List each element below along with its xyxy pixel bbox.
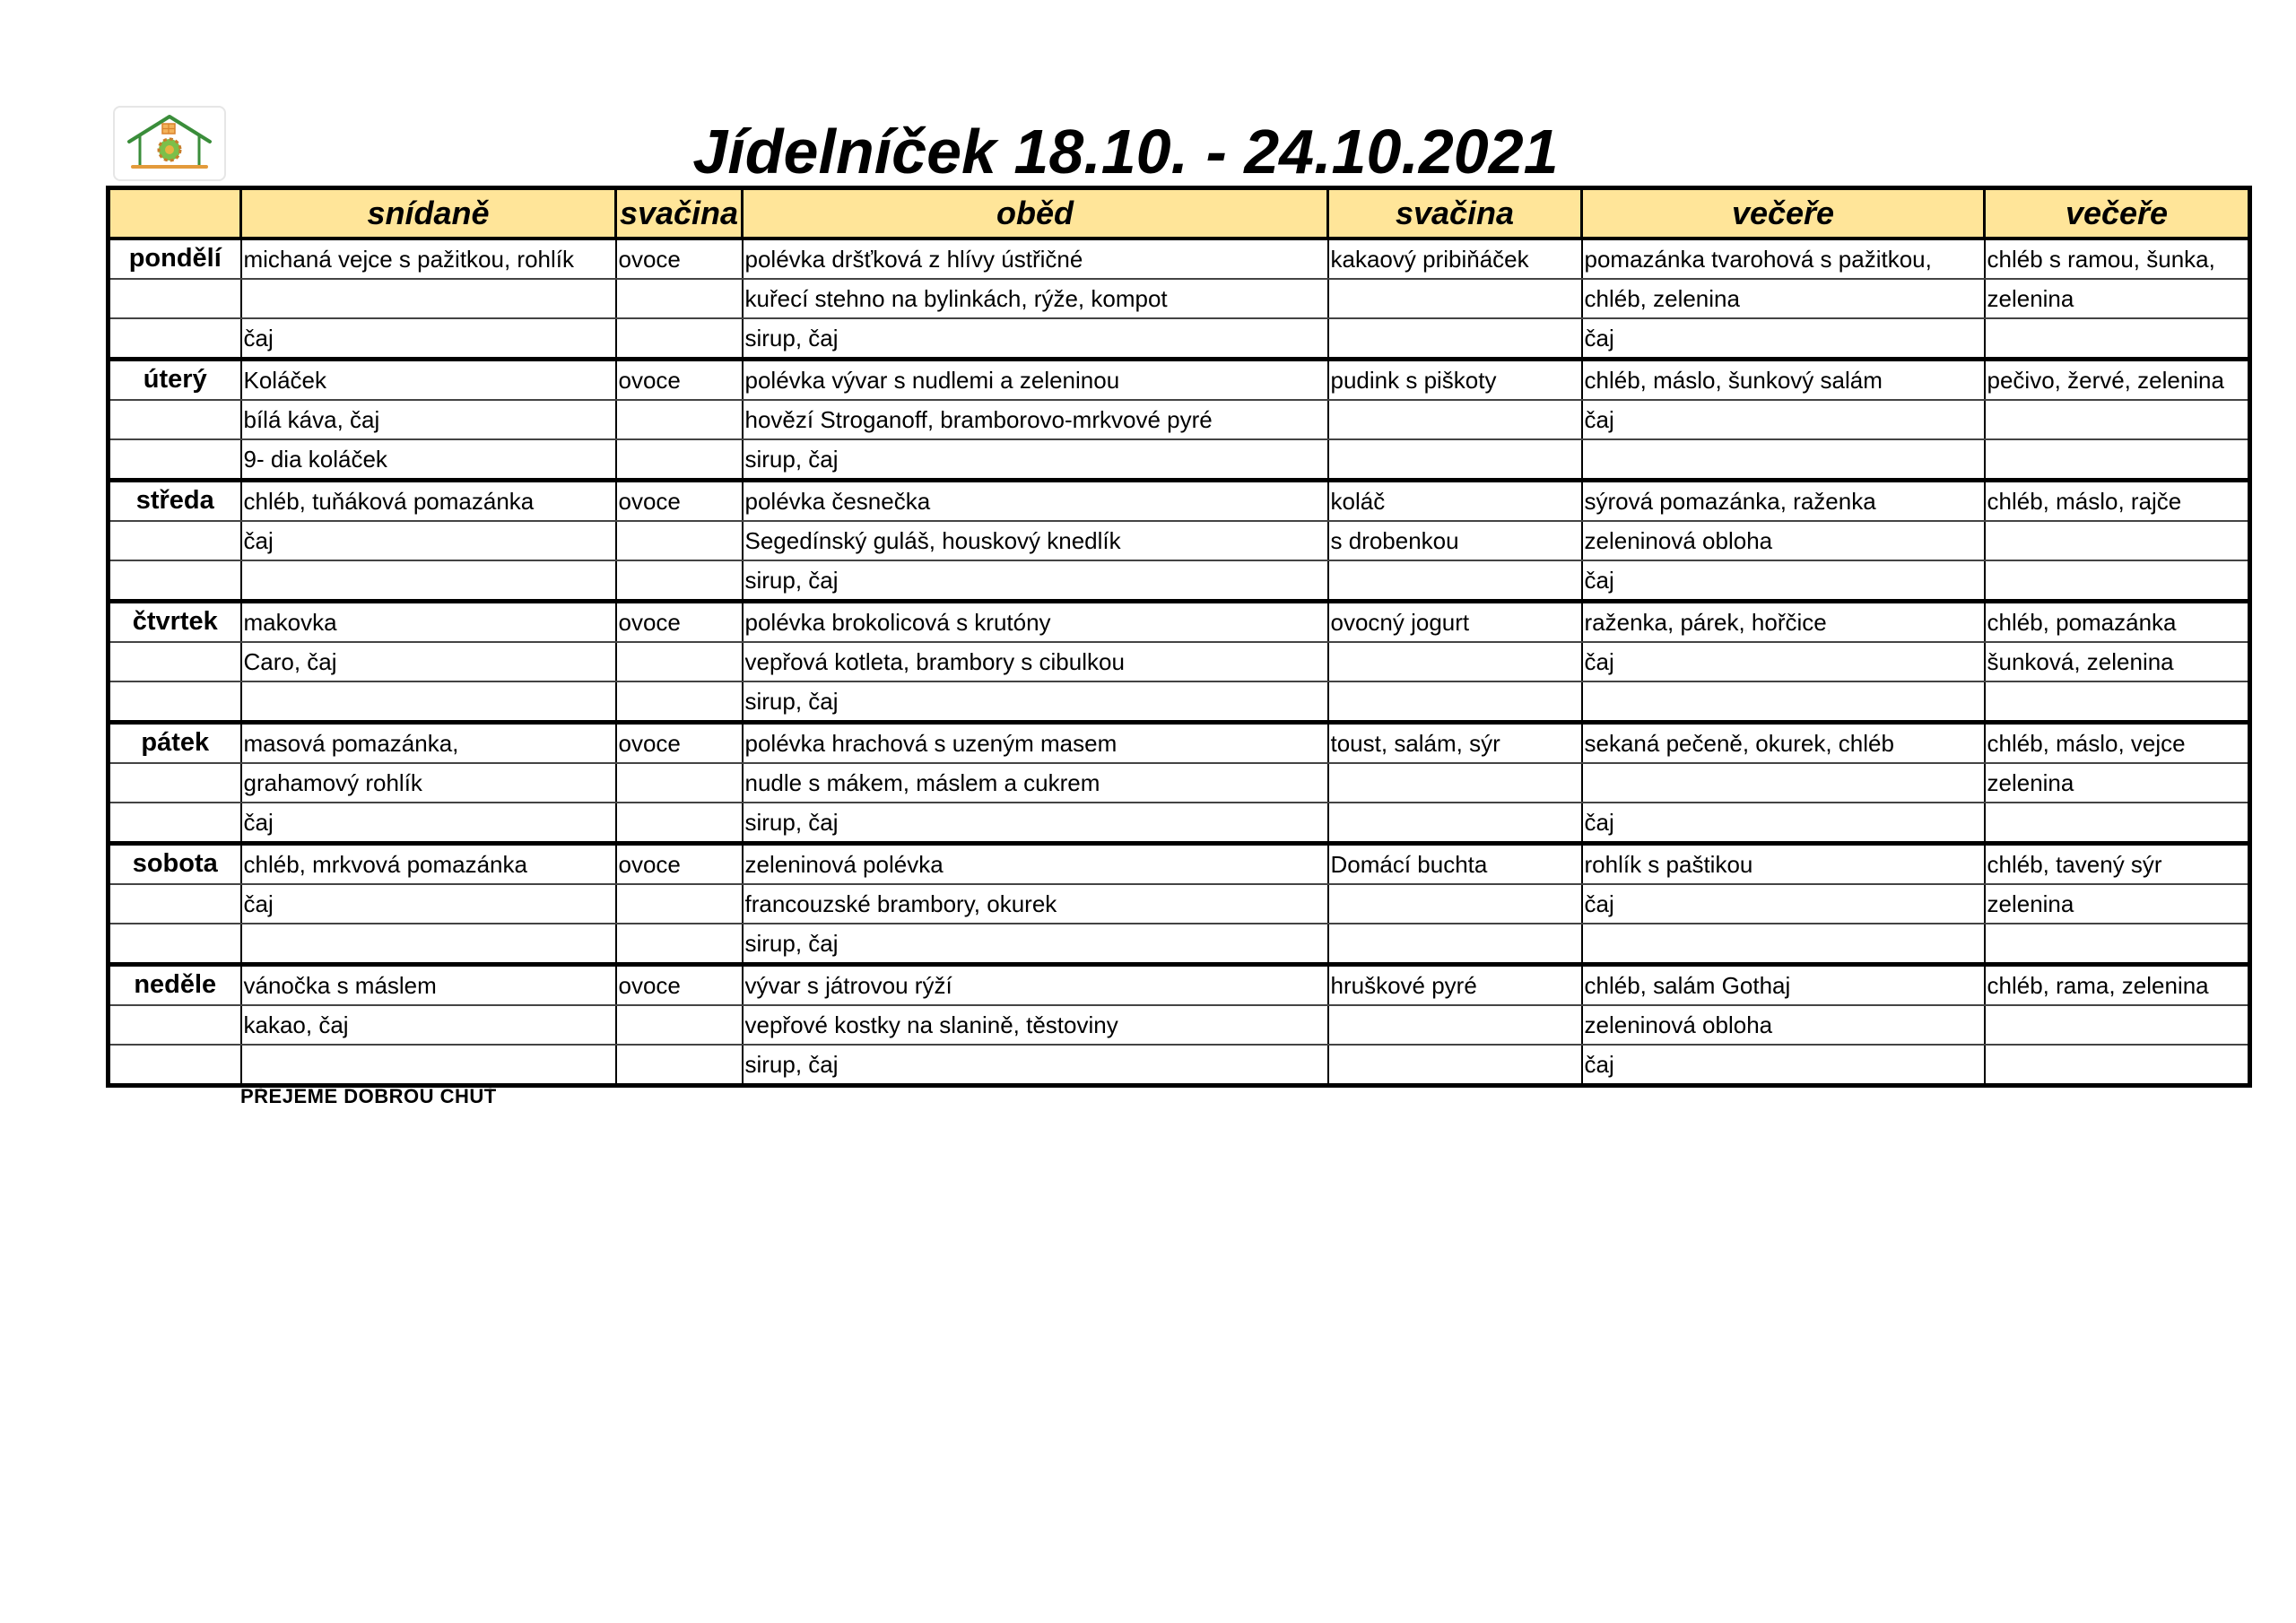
dinner-cell: sekaná pečeně, okurek, chléb	[1582, 723, 1985, 764]
table-row	[109, 318, 2250, 360]
dinner-cell: čaj	[1582, 318, 1985, 360]
lunch-cell: zeleninová polévka	[743, 844, 1328, 885]
table-row	[109, 924, 2250, 965]
day-name: sobota	[109, 844, 241, 885]
breakfast-cell: bílá káva, čaj	[241, 400, 616, 439]
dinner-cell: čaj	[1582, 400, 1985, 439]
second-dinner-cell	[1985, 1005, 2250, 1045]
day-name: neděle	[109, 965, 241, 1006]
second-dinner-cell	[1985, 681, 2250, 723]
day-name-empty	[109, 1045, 241, 1086]
snack-afternoon-cell: ovocný jogurt	[1328, 602, 1582, 643]
breakfast-cell: Caro, čaj	[241, 642, 616, 681]
dinner-cell: zeleninová obloha	[1582, 521, 1985, 560]
breakfast-cell	[241, 560, 616, 602]
snack-afternoon-cell	[1328, 400, 1582, 439]
lunch-cell: sirup, čaj	[743, 924, 1328, 965]
dinner-cell: pomazánka tvarohová s pažitkou,	[1582, 239, 1985, 279]
table-row	[109, 360, 2250, 401]
snack-morning-cell	[616, 439, 743, 481]
table-row	[109, 884, 2250, 924]
day-name-empty	[109, 279, 241, 318]
snack-morning-cell	[616, 521, 743, 560]
breakfast-cell: kakao, čaj	[241, 1005, 616, 1045]
snack-morning-cell: ovoce	[616, 844, 743, 885]
table-row	[109, 1005, 2250, 1045]
day-name-empty	[109, 884, 241, 924]
lunch-cell: sirup, čaj	[743, 318, 1328, 360]
second-dinner-cell	[1985, 439, 2250, 481]
dinner-cell: čaj	[1582, 803, 1985, 844]
second-dinner-cell	[1985, 803, 2250, 844]
second-dinner-cell: chléb s ramou, šunka,	[1985, 239, 2250, 279]
snack-afternoon-cell	[1328, 1045, 1582, 1086]
table-row	[109, 239, 2250, 279]
dinner-cell: čaj	[1582, 1045, 1985, 1086]
snack-morning-cell	[616, 318, 743, 360]
day-name: úterý	[109, 360, 241, 401]
snack-afternoon-cell: hruškové pyré	[1328, 965, 1582, 1006]
snack-morning-cell	[616, 560, 743, 602]
breakfast-cell	[241, 279, 616, 318]
day-name: středa	[109, 481, 241, 522]
snack-afternoon-cell	[1328, 318, 1582, 360]
breakfast-cell	[241, 681, 616, 723]
snack-afternoon-cell	[1328, 279, 1582, 318]
second-dinner-cell: chléb, pomazánka	[1985, 602, 2250, 643]
dinner-cell	[1582, 924, 1985, 965]
snack-morning-cell: ovoce	[616, 481, 743, 522]
snack-morning-cell: ovoce	[616, 965, 743, 1006]
breakfast-cell: makovka	[241, 602, 616, 643]
lunch-cell: sirup, čaj	[743, 681, 1328, 723]
snack-afternoon-cell: koláč	[1328, 481, 1582, 522]
lunch-cell: sirup, čaj	[743, 803, 1328, 844]
lunch-cell: vepřové kostky na slanině, těstoviny	[743, 1005, 1328, 1045]
snack-afternoon-cell	[1328, 763, 1582, 803]
table-row	[109, 844, 2250, 885]
day-name-empty	[109, 803, 241, 844]
day-name-empty	[109, 681, 241, 723]
dinner-cell: čaj	[1582, 884, 1985, 924]
lunch-cell: polévka vývar s nudlemi a zeleninou	[743, 360, 1328, 401]
snack-morning-cell	[616, 681, 743, 723]
snack-morning-cell: ovoce	[616, 239, 743, 279]
snack-afternoon-cell	[1328, 439, 1582, 481]
snack-morning-cell	[616, 642, 743, 681]
lunch-cell: polévka česnečka	[743, 481, 1328, 522]
lunch-cell: polévka dršťková z hlívy ústřičné	[743, 239, 1328, 279]
header-snack-morning: svačina	[616, 188, 743, 239]
snack-afternoon-cell	[1328, 803, 1582, 844]
header-second-dinner: večeře	[1985, 188, 2250, 239]
day-name-empty	[109, 400, 241, 439]
lunch-cell: vepřová kotleta, brambory s cibulkou	[743, 642, 1328, 681]
table-row	[109, 642, 2250, 681]
lunch-cell: kuřecí stehno na bylinkách, rýže, kompot	[743, 279, 1328, 318]
lunch-cell: francouzské brambory, okurek	[743, 884, 1328, 924]
lunch-cell: polévka hrachová s uzeným masem	[743, 723, 1328, 764]
header-dinner: večeře	[1582, 188, 1985, 239]
breakfast-cell: chléb, tuňáková pomazánka	[241, 481, 616, 522]
table-row	[109, 723, 2250, 764]
snack-afternoon-cell	[1328, 642, 1582, 681]
table-row	[109, 602, 2250, 643]
snack-morning-cell	[616, 763, 743, 803]
footer-note: PŘEJEME DOBROU CHUŤ	[240, 1085, 497, 1107]
table-row	[109, 560, 2250, 602]
breakfast-cell: masová pomazánka,	[241, 723, 616, 764]
snack-afternoon-cell	[1328, 884, 1582, 924]
breakfast-cell: vánočka s máslem	[241, 965, 616, 1006]
dinner-cell	[1582, 439, 1985, 481]
menu-body	[109, 239, 2250, 1086]
second-dinner-cell: chléb, máslo, rajče	[1985, 481, 2250, 522]
snack-afternoon-cell	[1328, 924, 1582, 965]
menu-table	[106, 186, 2252, 1088]
lunch-cell: sirup, čaj	[743, 560, 1328, 602]
second-dinner-cell: zelenina	[1985, 279, 2250, 318]
dinner-cell: rohlík s paštikou	[1582, 844, 1985, 885]
table-row	[109, 400, 2250, 439]
header-lunch: oběd	[743, 188, 1328, 239]
breakfast-cell: grahamový rohlík	[241, 763, 616, 803]
dinner-cell: chléb, salám Gothaj	[1582, 965, 1985, 1006]
dinner-cell: čaj	[1582, 560, 1985, 602]
day-name: pátek	[109, 723, 241, 764]
snack-afternoon-cell: toust, salám, sýr	[1328, 723, 1582, 764]
snack-afternoon-cell: s drobenkou	[1328, 521, 1582, 560]
dinner-cell	[1582, 681, 1985, 723]
breakfast-cell	[241, 1045, 616, 1086]
lunch-cell: sirup, čaj	[743, 1045, 1328, 1086]
breakfast-cell: čaj	[241, 803, 616, 844]
breakfast-cell: čaj	[241, 318, 616, 360]
day-name-empty	[109, 763, 241, 803]
breakfast-cell: chléb, mrkvová pomazánka	[241, 844, 616, 885]
table-row	[109, 681, 2250, 723]
header-row	[109, 188, 2250, 239]
second-dinner-cell: chléb, máslo, vejce	[1985, 723, 2250, 764]
dinner-cell: chléb, máslo, šunkový salám	[1582, 360, 1985, 401]
snack-afternoon-cell	[1328, 1005, 1582, 1045]
snack-morning-cell	[616, 803, 743, 844]
day-name-empty	[109, 439, 241, 481]
table-row	[109, 439, 2250, 481]
dinner-cell: sýrová pomazánka, raženka	[1582, 481, 1985, 522]
snack-morning-cell	[616, 400, 743, 439]
dinner-cell: zeleninová obloha	[1582, 1005, 1985, 1045]
snack-morning-cell	[616, 279, 743, 318]
second-dinner-cell: šunková, zelenina	[1985, 642, 2250, 681]
snack-morning-cell	[616, 1005, 743, 1045]
second-dinner-cell: chléb, tavený sýr	[1985, 844, 2250, 885]
breakfast-cell: čaj	[241, 884, 616, 924]
second-dinner-cell: pečivo, žervé, zelenina	[1985, 360, 2250, 401]
table-row	[109, 279, 2250, 318]
snack-morning-cell: ovoce	[616, 602, 743, 643]
table-row	[109, 1045, 2250, 1086]
second-dinner-cell: zelenina	[1985, 763, 2250, 803]
day-name-empty	[109, 924, 241, 965]
header-snack-afternoon: svačina	[1328, 188, 1582, 239]
breakfast-cell: Koláček	[241, 360, 616, 401]
lunch-cell: polévka brokolicová s krutóny	[743, 602, 1328, 643]
day-name-empty	[109, 1005, 241, 1045]
lunch-cell: Segedínský guláš, houskový knedlík	[743, 521, 1328, 560]
second-dinner-cell: zelenina	[1985, 884, 2250, 924]
dinner-cell: čaj	[1582, 642, 1985, 681]
page-title: Jídelníček 18.10. - 24.10.2021	[692, 117, 1559, 187]
second-dinner-cell	[1985, 1045, 2250, 1086]
table-row	[109, 763, 2250, 803]
day-name-empty	[109, 560, 241, 602]
second-dinner-cell	[1985, 400, 2250, 439]
dinner-cell: chléb, zelenina	[1582, 279, 1985, 318]
snack-afternoon-cell	[1328, 681, 1582, 723]
snack-morning-cell	[616, 884, 743, 924]
table-row	[109, 965, 2250, 1006]
table-row	[109, 481, 2250, 522]
snack-morning-cell: ovoce	[616, 723, 743, 764]
table-row	[109, 521, 2250, 560]
header-breakfast: snídaně	[241, 188, 616, 239]
snack-afternoon-cell: Domácí buchta	[1328, 844, 1582, 885]
second-dinner-cell	[1985, 924, 2250, 965]
lunch-cell: nudle s mákem, máslem a cukrem	[743, 763, 1328, 803]
day-name-empty	[109, 642, 241, 681]
day-name-empty	[109, 521, 241, 560]
snack-afternoon-cell: kakaový pribiňáček	[1328, 239, 1582, 279]
breakfast-cell: michaná vejce s pažitkou, rohlík	[241, 239, 616, 279]
second-dinner-cell	[1985, 521, 2250, 560]
dinner-cell	[1582, 763, 1985, 803]
breakfast-cell: 9- dia koláček	[241, 439, 616, 481]
breakfast-cell: čaj	[241, 521, 616, 560]
header-day	[109, 188, 241, 239]
lunch-cell: vývar s játrovou rýží	[743, 965, 1328, 1006]
lunch-cell: sirup, čaj	[743, 439, 1328, 481]
second-dinner-cell	[1985, 560, 2250, 602]
lunch-cell: hovězí Stroganoff, bramborovo-mrkvové pyré	[743, 400, 1328, 439]
snack-morning-cell	[616, 924, 743, 965]
second-dinner-cell: chléb, rama, zelenina	[1985, 965, 2250, 1006]
table-row	[109, 803, 2250, 844]
breakfast-cell	[241, 924, 616, 965]
day-name: čtvrtek	[109, 602, 241, 643]
snack-afternoon-cell	[1328, 560, 1582, 602]
second-dinner-cell	[1985, 318, 2250, 360]
day-name-empty	[109, 318, 241, 360]
dinner-cell: raženka, párek, hořčice	[1582, 602, 1985, 643]
snack-morning-cell: ovoce	[616, 360, 743, 401]
snack-afternoon-cell: pudink s piškoty	[1328, 360, 1582, 401]
snack-morning-cell	[616, 1045, 743, 1086]
day-name: pondělí	[109, 239, 241, 279]
